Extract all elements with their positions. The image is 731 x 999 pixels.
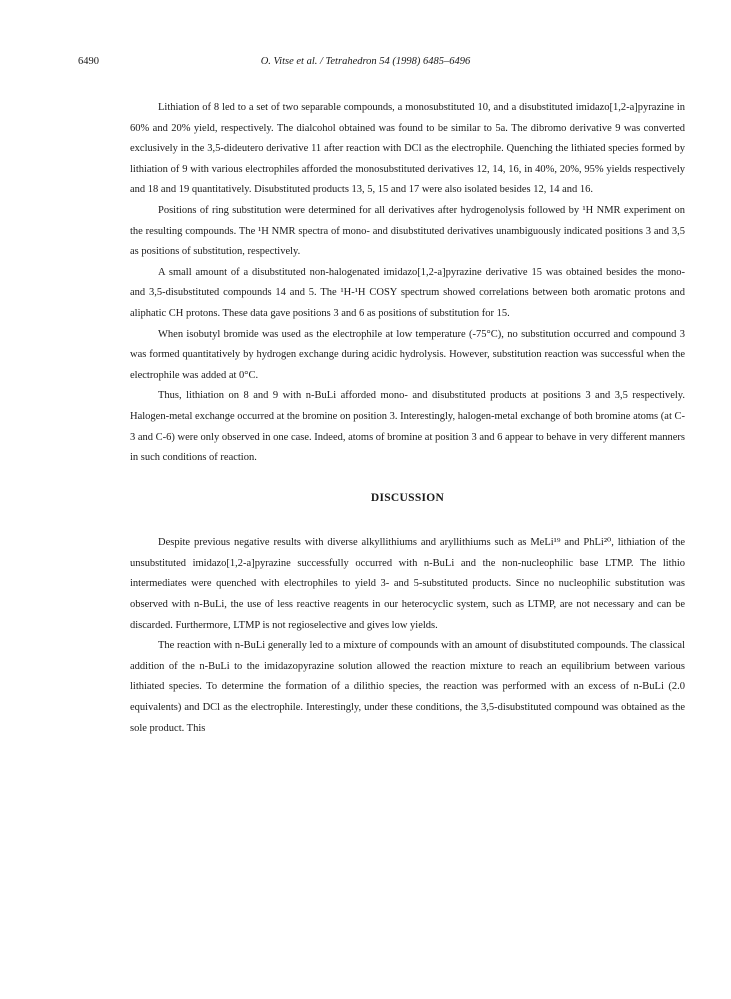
article-body bbox=[130, 98, 685, 739]
paragraph: A small amount of a disubstituted non-halogenated imidazo[1,2-a]pyrazine derivative 15 was obtained besides the mono- and 3,5-disubstituted compounds 14 and 5. The ¹H-¹H COSY spectrum showed correlations between both aromatic protons and aliphatic CH protons. These data gave positions 3 and 6 as positions of substitution for 15. bbox=[130, 266, 685, 319]
paragraph: Lithiation of 8 led to a set of two separable compounds, a monosubstituted 10, and a disubstituted imidazo[1,2-a]pyrazine in 60% and 20% yield, respectively. The dialcohol obtained was found to be similar to 5a. The dibromo derivative 9 was converted exclusively in the 3,5-dideutero derivative 11 after reaction with DCl as the electrophile. Quenching the lithiated species formed by lithiation of 9 with various electrophiles afforded the monosubstituted derivatives 12, 14, 16, in 40%, 20%, 95% yields respectively and 18 and 19 quantitatively. Disubstituted products 13, 5, 15 and 17 were also isolated besides 12, 14 and 16. bbox=[130, 102, 685, 196]
paragraph: When isobutyl bromide was used as the electrophile at low temperature (-75°C), no substitution occurred and compound 3 was formed quantitatively by hydrogen exchange during acidic hydrolysis. However, substitution reaction was successful when the electrophile was added at 0°C. bbox=[130, 328, 685, 381]
section-heading: DISCUSSION bbox=[370, 491, 445, 504]
paragraph: The reaction with n-BuLi generally led to a mixture of compounds with an amount of disubstituted compounds. The classical addition of the n-BuLi to the imidazopyrazine solution allowed the reaction mixture to reach an equilibrium between various lithiated species. To determine the formation of a dilithio species, the reaction was performed with an excess of n-BuLi (2.0 equivalents) and DCl as the electrophile. Interestingly, under these conditions, the 3,5-disubstituted compound was obtained as the sole product. This bbox=[130, 640, 685, 734]
paragraph: Thus, lithiation on 8 and 9 with n-BuLi afforded mono- and disubstituted products at positions 3 and 3,5 respectively. Halogen-metal exchange occurred at the bromine on position 3. Interestingly, halogen-metal exchange of both bromine atoms (at C-3 and C-6) were only observed in one case. Indeed, atoms of bromine at position 3 and 6 appear to behave in very different manners in such conditions of reaction. bbox=[130, 390, 685, 464]
running-header bbox=[78, 56, 653, 70]
paragraph: Despite previous negative results with diverse alkyllithiums and aryllithiums such as MeLi¹⁹ and PhLi²⁰, lithiation of the unsubstituted imidazo[1,2-a]pyrazine successfully occurred with n-BuLi and the non-nucleophilic base LTMP. The lithio intermediates were quenched with electrophiles to yield 3- and 5-substituted products. Since no nucleophilic substitution was observed with n-BuLi, the use of less reactive reagents in our heterocyclic system, such as LTMP, are not necessary and can be discarded. Furthermore, LTMP is not regioselective and gives low yields. bbox=[130, 537, 685, 631]
running-title: O. Vitse et al. / Tetrahedron 54 (1998) 6485–6496 bbox=[260, 56, 471, 67]
paragraph: Positions of ring substitution were determined for all derivatives after hydrogenolysis followed by ¹H NMR experiment on the resulting compounds. The ¹H NMR spectra of mono- and disubstituted derivatives unambiguously indicated positions 3 and 3,5 as positions of substitution, respectively. bbox=[130, 204, 685, 258]
page-number: 6490 bbox=[78, 56, 99, 67]
